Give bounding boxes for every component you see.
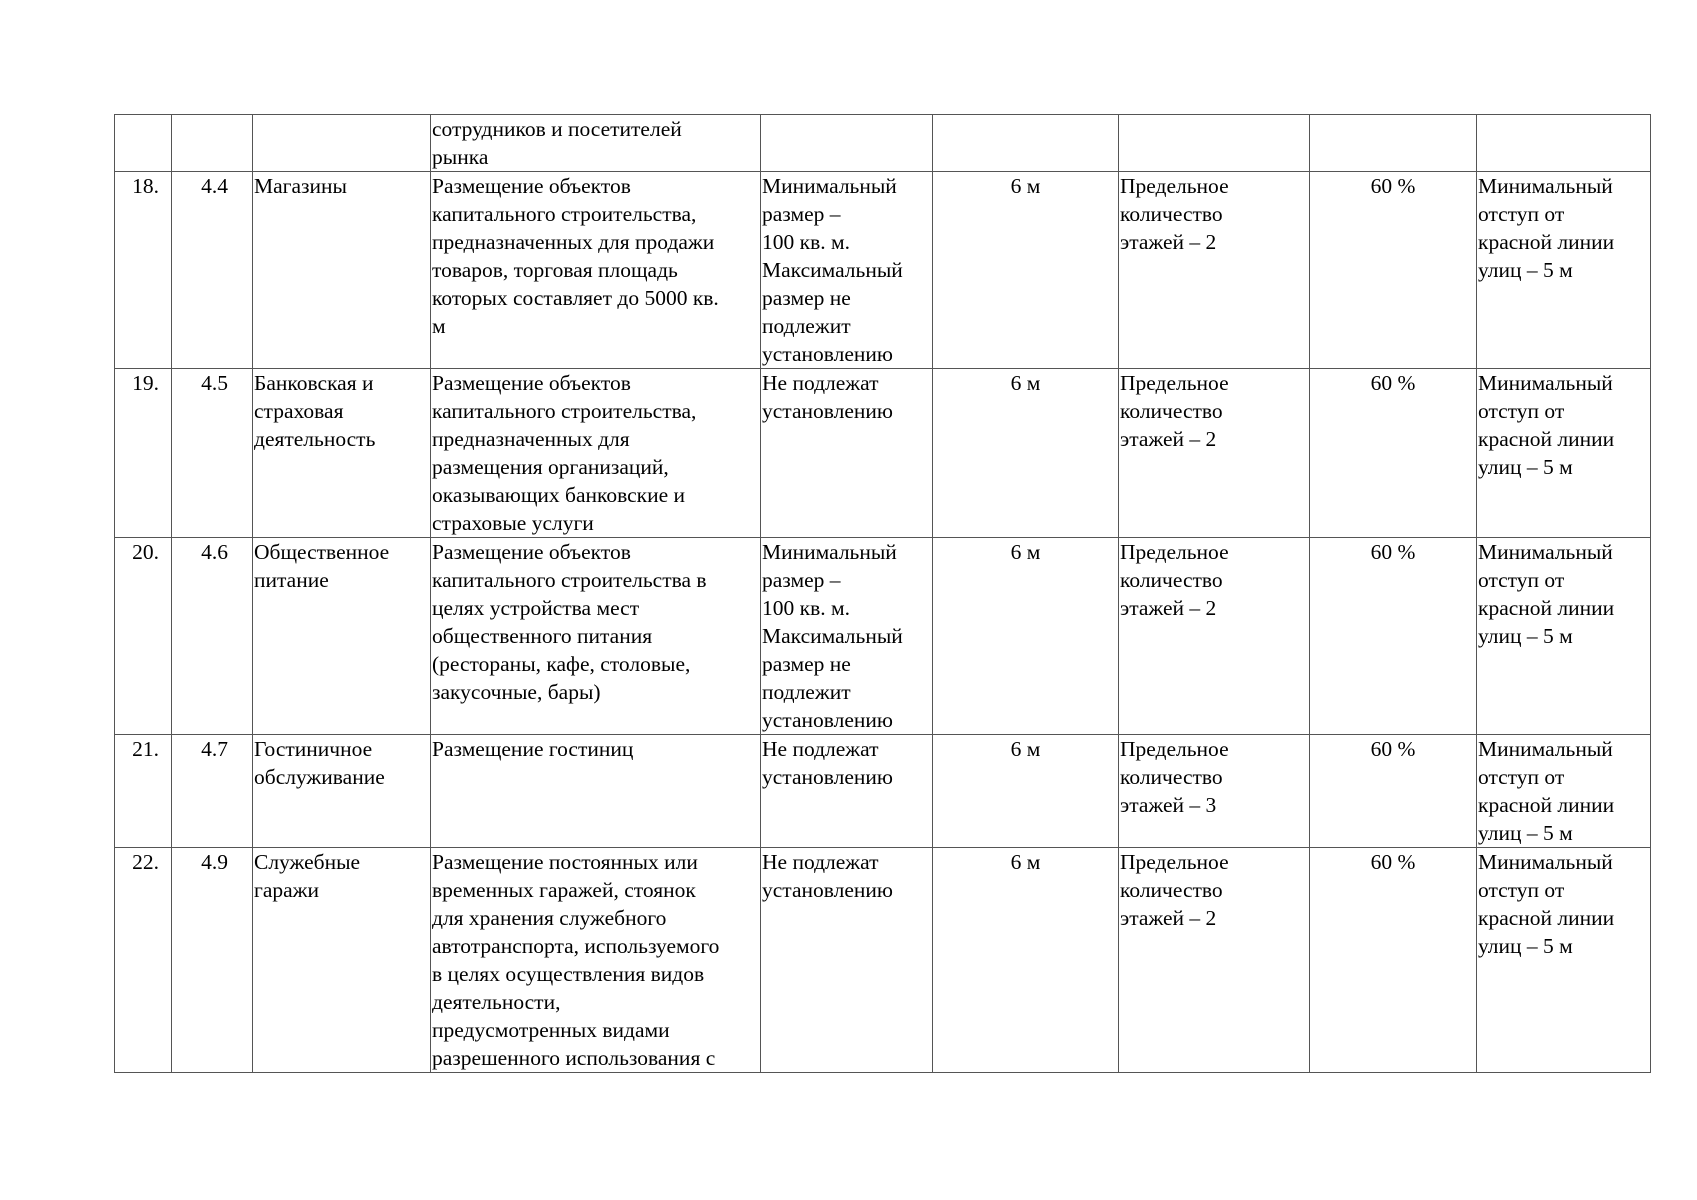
use-code: 4.6	[172, 538, 253, 735]
max-height: 6 м	[933, 848, 1119, 1073]
plot-size: Не подлежат установлению	[761, 848, 933, 1073]
use-code: 4.9	[172, 848, 253, 1073]
row-number: 22.	[115, 848, 172, 1073]
setback: Минимальный отступ от красной линии улиц – 5 м	[1477, 369, 1651, 538]
table-row	[115, 369, 1651, 538]
use-code: 4.5	[172, 369, 253, 538]
use-description: Размещение объектов капитального строительства в целях устройства мест общественного питания (рестораны, кафе, столовые, закусочные, бары)	[431, 538, 761, 735]
row-number: 19.	[115, 369, 172, 538]
plot-size: Не подлежат установлению	[761, 369, 933, 538]
setback: Минимальный отступ от красной линии улиц – 5 м	[1477, 735, 1651, 848]
plot-size: Минимальный размер – 100 кв. м. Максимальный размер не подлежит установлению	[761, 538, 933, 735]
floors-limit: Предельное количество этажей – 2	[1119, 369, 1310, 538]
use-code: 4.4	[172, 172, 253, 369]
coverage-percent: 60 %	[1310, 369, 1477, 538]
max-height: 6 м	[933, 172, 1119, 369]
use-name: Служебные гаражи	[253, 848, 431, 1073]
row-number: 18.	[115, 172, 172, 369]
plot-size: Не подлежат установлению	[761, 735, 933, 848]
use-description: Размещение объектов капитального строительства, предназначенных для продажи товаров, торговая площадь которых составляет до 5000 кв. м	[431, 172, 761, 369]
max-height: 6 м	[933, 735, 1119, 848]
use-description: Размещение гостиниц	[431, 735, 761, 848]
use-name: Общественное питание	[253, 538, 431, 735]
floors-limit: Предельное количество этажей – 2	[1119, 848, 1310, 1073]
row-number	[115, 115, 172, 172]
table-row	[115, 172, 1651, 369]
coverage-percent: 60 %	[1310, 538, 1477, 735]
max-height: 6 м	[933, 369, 1119, 538]
table-row	[115, 735, 1651, 848]
floors-limit: Предельное количество этажей – 3	[1119, 735, 1310, 848]
use-name: Гостиничное обслуживание	[253, 735, 431, 848]
use-name	[253, 115, 431, 172]
setback: Минимальный отступ от красной линии улиц – 5 м	[1477, 538, 1651, 735]
plot-size: Минимальный размер – 100 кв. м. Максимальный размер не подлежит установлению	[761, 172, 933, 369]
use-code	[172, 115, 253, 172]
use-description: Размещение постоянных или временных гаражей, стоянок для хранения служебного автотранспорта, используемого в целях осуществления видов деятельности, предусмотренных видами разрешенного использования с	[431, 848, 761, 1073]
use-description: Размещение объектов капитального строительства, предназначенных для размещения организаций, оказывающих банковские и страховые услуги	[431, 369, 761, 538]
row-number: 21.	[115, 735, 172, 848]
table-row	[115, 848, 1651, 1073]
coverage-percent: 60 %	[1310, 172, 1477, 369]
use-name: Банковская и страховая деятельность	[253, 369, 431, 538]
max-height: 6 м	[933, 538, 1119, 735]
table-row	[115, 115, 1651, 172]
land-use-table	[114, 114, 1651, 1073]
setback	[1477, 115, 1651, 172]
setback: Минимальный отступ от красной линии улиц – 5 м	[1477, 172, 1651, 369]
row-number: 20.	[115, 538, 172, 735]
coverage-percent: 60 %	[1310, 848, 1477, 1073]
use-code: 4.7	[172, 735, 253, 848]
floors-limit: Предельное количество этажей – 2	[1119, 538, 1310, 735]
plot-size	[761, 115, 933, 172]
use-description: сотрудников и посетителей рынка	[431, 115, 761, 172]
floors-limit	[1119, 115, 1310, 172]
coverage-percent	[1310, 115, 1477, 172]
max-height	[933, 115, 1119, 172]
floors-limit: Предельное количество этажей – 2	[1119, 172, 1310, 369]
table-row	[115, 538, 1651, 735]
use-name: Магазины	[253, 172, 431, 369]
coverage-percent: 60 %	[1310, 735, 1477, 848]
setback: Минимальный отступ от красной линии улиц – 5 м	[1477, 848, 1651, 1073]
